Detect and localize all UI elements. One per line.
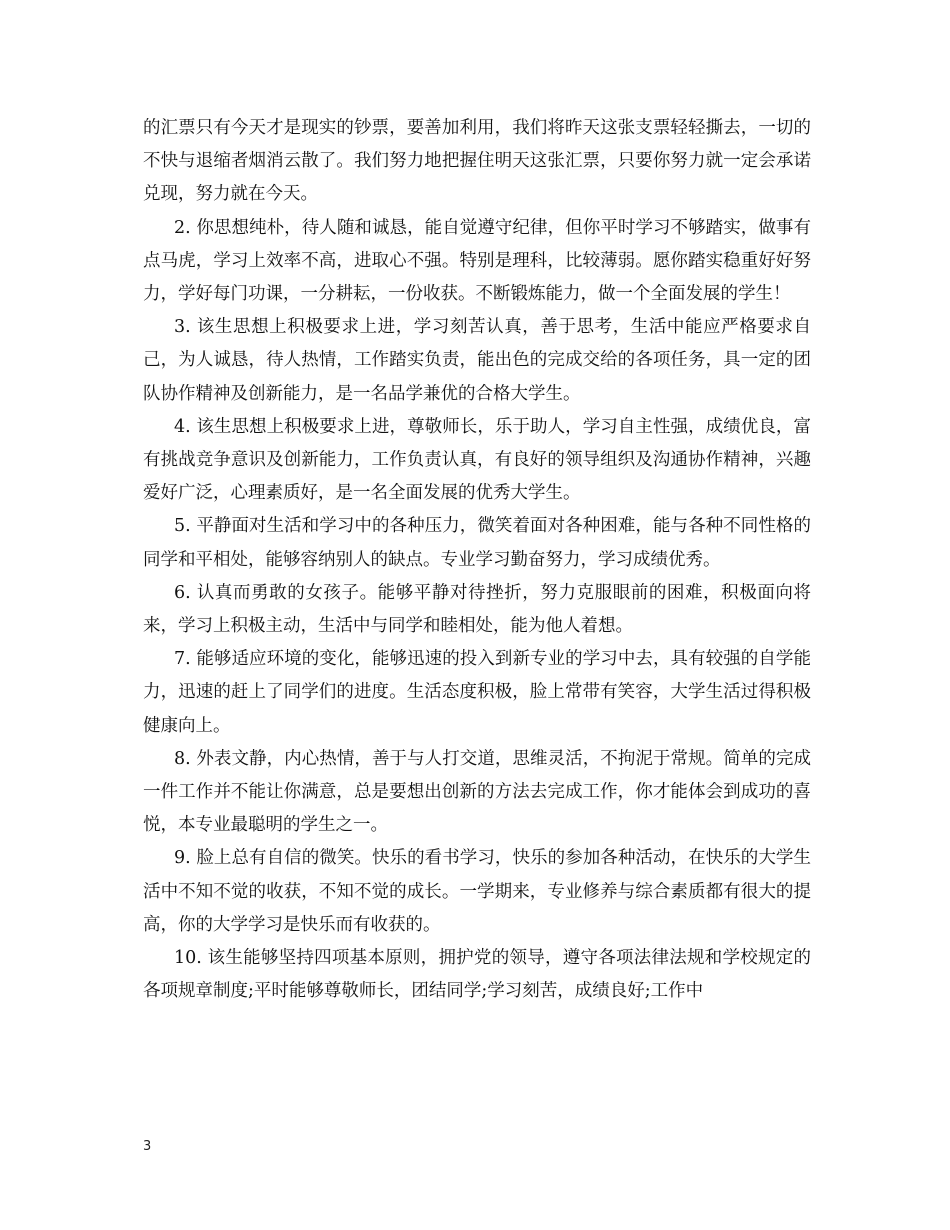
comment-paragraph-3: 3. 该生思想上积极要求上进，学习刻苦认真，善于思考，生活中能应严格要求自己，为人诚恳，待人热情，工作踏实负责，能出色的完成交给的各项任务，具一定的团队协作精神及创新能力，是一名品学兼优的合格大学生。: [143, 317, 811, 404]
comment-paragraph-8: 8. 外表文静，内心热情，善于与人打交道，思维灵活，不拘泥于常规。简单的完成一件工作并不能让你满意，总是要想出创新的方法去完成工作，你才能体会到成功的喜悦，本专业最聪明的学生之一。: [143, 748, 811, 836]
comment-paragraph-2: 2. 你思想纯朴，待人随和诚恳，能自觉遵守纪律，但你平时学习不够踏实，做事有点马虎，学习上效率不高，进取心不强。特别是理科，比较薄弱。愿你踏实稳重好好努力，学好每门功课，一分耕耘，一份收获。不断锻炼能力，做一个全面发展的学生！: [143, 217, 811, 305]
comment-paragraph-4: 4. 该生思想上积极要求上进，尊敬师长，乐于助人，学习自主性强，成绩优良，富有挑战竞争意识及创新能力，工作负责认真，有良好的领导组织及沟通协作精神，兴趣爱好广泛，心理素质好，是一名全面发展的优秀大学生。: [143, 416, 811, 504]
continuation-paragraph: 的汇票只有今天才是现实的钞票，要善加利用，我们将昨天这张支票轻轻撕去，一切的不快与退缩者烟消云散了。我们努力地把握住明天这张汇票，只要你努力就一定会承诺兑现，努力就在今天。: [143, 118, 811, 205]
page-number: 3: [143, 1139, 152, 1154]
comment-paragraph-10: 10. 该生能够坚持四项基本原则，拥护党的领导，遵守各项法律法规和学校规定的各项规章制度;平时能够尊敬师长，团结同学;学习刻苦，成绩良好;工作中: [143, 948, 811, 1002]
document-body: [143, 112, 811, 1008]
comment-paragraph-7: 7. 能够适应环境的变化，能够迅速的投入到新专业的学习中去，具有较强的自学能力，迅速的赶上了同学们的进度。生活态度积极，脸上常带有笑容，大学生活过得积极健康向上。: [143, 649, 811, 736]
comment-paragraph-9: 9. 脸上总有自信的微笑。快乐的看书学习，快乐的参加各种活动，在快乐的大学生活中不知不觉的收获，不知不觉的成长。一学期来，专业修养与综合素质都有很大的提高，你的大学学习是快乐而有收获的。: [143, 848, 811, 935]
comment-paragraph-5: 5. 平静面对生活和学习中的各种压力，微笑着面对各种困难，能与各种不同性格的同学和平相处，能够容纳别人的缺点。专业学习勤奋努力，学习成绩优秀。: [143, 516, 811, 570]
comment-paragraph-6: 6. 认真而勇敢的女孩子。能够平静对待挫折，努力克服眼前的困难，积极面向将来，学习上积极主动，生活中与同学和睦相处，能为他人着想。: [143, 582, 811, 637]
